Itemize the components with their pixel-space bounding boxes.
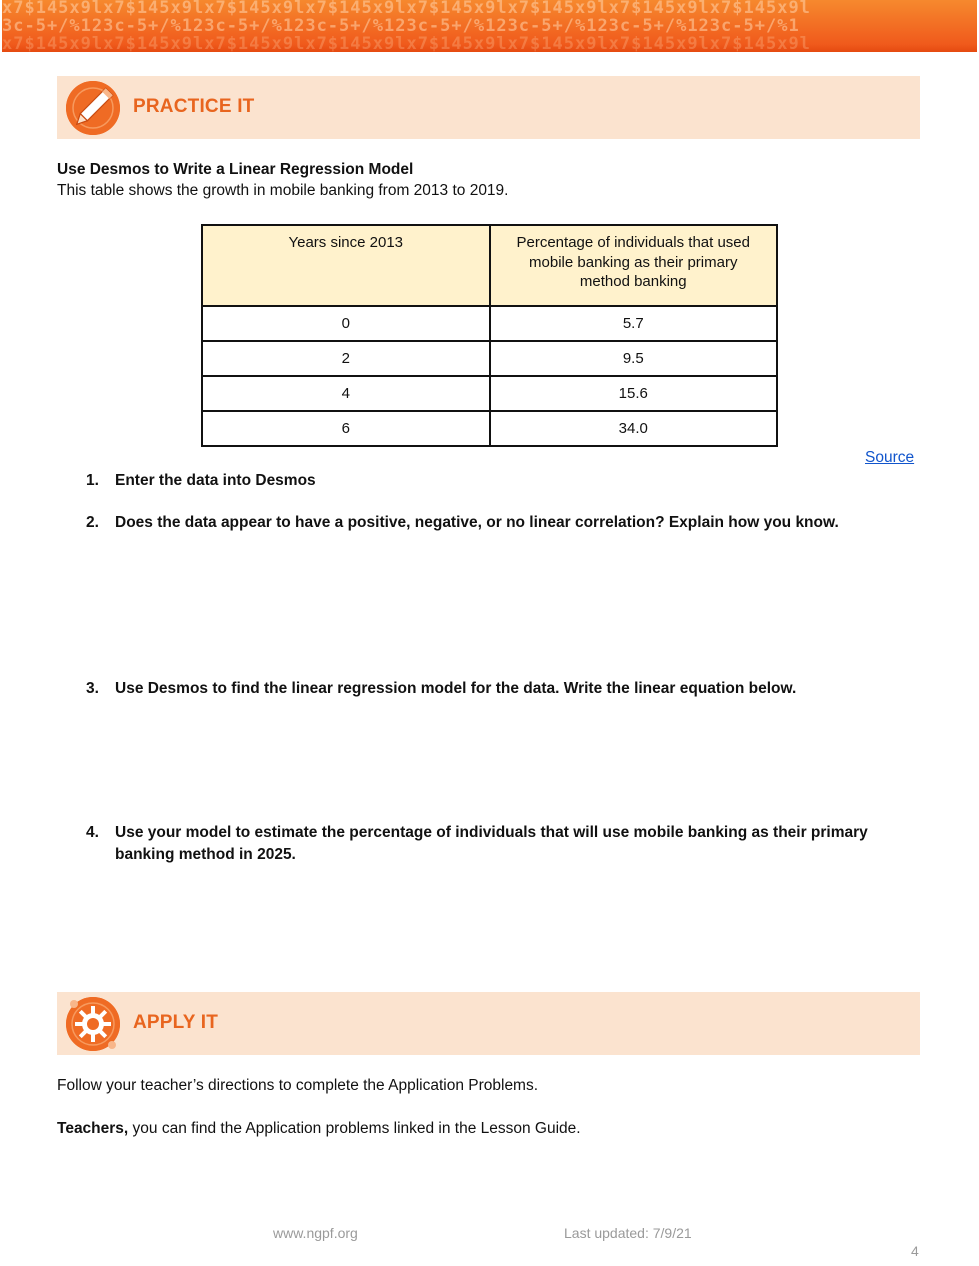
table-cell: 4 (202, 376, 490, 411)
table-cell: 9.5 (490, 341, 778, 376)
table-cell: 34.0 (490, 411, 778, 446)
table-cell: 0 (202, 306, 490, 341)
question-number: 1. (86, 472, 99, 489)
table-row (202, 341, 777, 376)
apply-it-header (57, 992, 920, 1055)
banner-pattern: 3c-5+/%123c-5+/%123c-5+/%123c-5+/%123c-5+/%123c-5+/%123c-5+/%123c-5+/%1 (2, 16, 800, 36)
question-text: Does the data appear to have a positive, negative, or no linear correlation? Explain how you know. (115, 514, 839, 531)
table-cell: 2 (202, 341, 490, 376)
table-cell: 6 (202, 411, 490, 446)
question-4 (86, 822, 916, 866)
question-1 (86, 470, 916, 492)
table-header-row (202, 225, 777, 306)
practice-it-header (57, 76, 920, 139)
footer-website: www.ngpf.org (273, 1225, 358, 1241)
question-number: 3. (86, 680, 99, 697)
section-title: PRACTICE IT (133, 96, 255, 117)
question-number: 2. (86, 514, 99, 531)
table-row (202, 306, 777, 341)
table-cell: 15.6 (490, 376, 778, 411)
pencil-icon (66, 81, 120, 135)
table-row (202, 376, 777, 411)
top-banner (2, 0, 977, 52)
question-text: Use your model to estimate the percentage of individuals that will use mobile banking as their primary banking method in 2025. (115, 824, 868, 863)
question-2 (86, 512, 916, 534)
activity-intro: This table shows the growth in mobile banking from 2013 to 2019. (57, 182, 509, 199)
mobile-banking-table (201, 224, 778, 447)
question-number: 4. (86, 824, 99, 841)
column-header-percentage: Percentage of individuals that used mobile banking as their primary method banking (490, 225, 778, 306)
table-row (202, 411, 777, 446)
teacher-note (57, 1118, 581, 1139)
teacher-note-text: you can find the Application problems linked in the Lesson Guide. (128, 1120, 581, 1137)
apply-instructions: Follow your teacher’s directions to complete the Application Problems. (57, 1077, 539, 1094)
activity-subtitle: Use Desmos to Write a Linear Regression Model (57, 161, 414, 178)
banner-pattern: x7$145x9lx7$145x9lx7$145x9lx7$145x9lx7$145x9lx7$145x9lx7$145x9lx7$145x9l (2, 0, 811, 18)
question-3 (86, 678, 916, 700)
page-number: 4 (911, 1243, 919, 1259)
question-text: Enter the data into Desmos (115, 472, 316, 489)
footer-last-updated: Last updated: 7/9/21 (564, 1225, 692, 1241)
source-link[interactable]: Source (865, 449, 915, 466)
column-header-years: Years since 2013 (202, 225, 490, 306)
banner-pattern: x7$145x9lx7$145x9lx7$145x9lx7$145x9lx7$145x9lx7$145x9lx7$145x9lx7$145x9l (2, 34, 811, 52)
section-title: APPLY IT (133, 1012, 219, 1033)
teacher-note-label: Teachers, (57, 1120, 129, 1137)
question-text: Use Desmos to find the linear regression model for the data. Write the linear equation below. (115, 680, 797, 697)
gear-icon (66, 997, 120, 1051)
table-cell: 5.7 (490, 306, 778, 341)
